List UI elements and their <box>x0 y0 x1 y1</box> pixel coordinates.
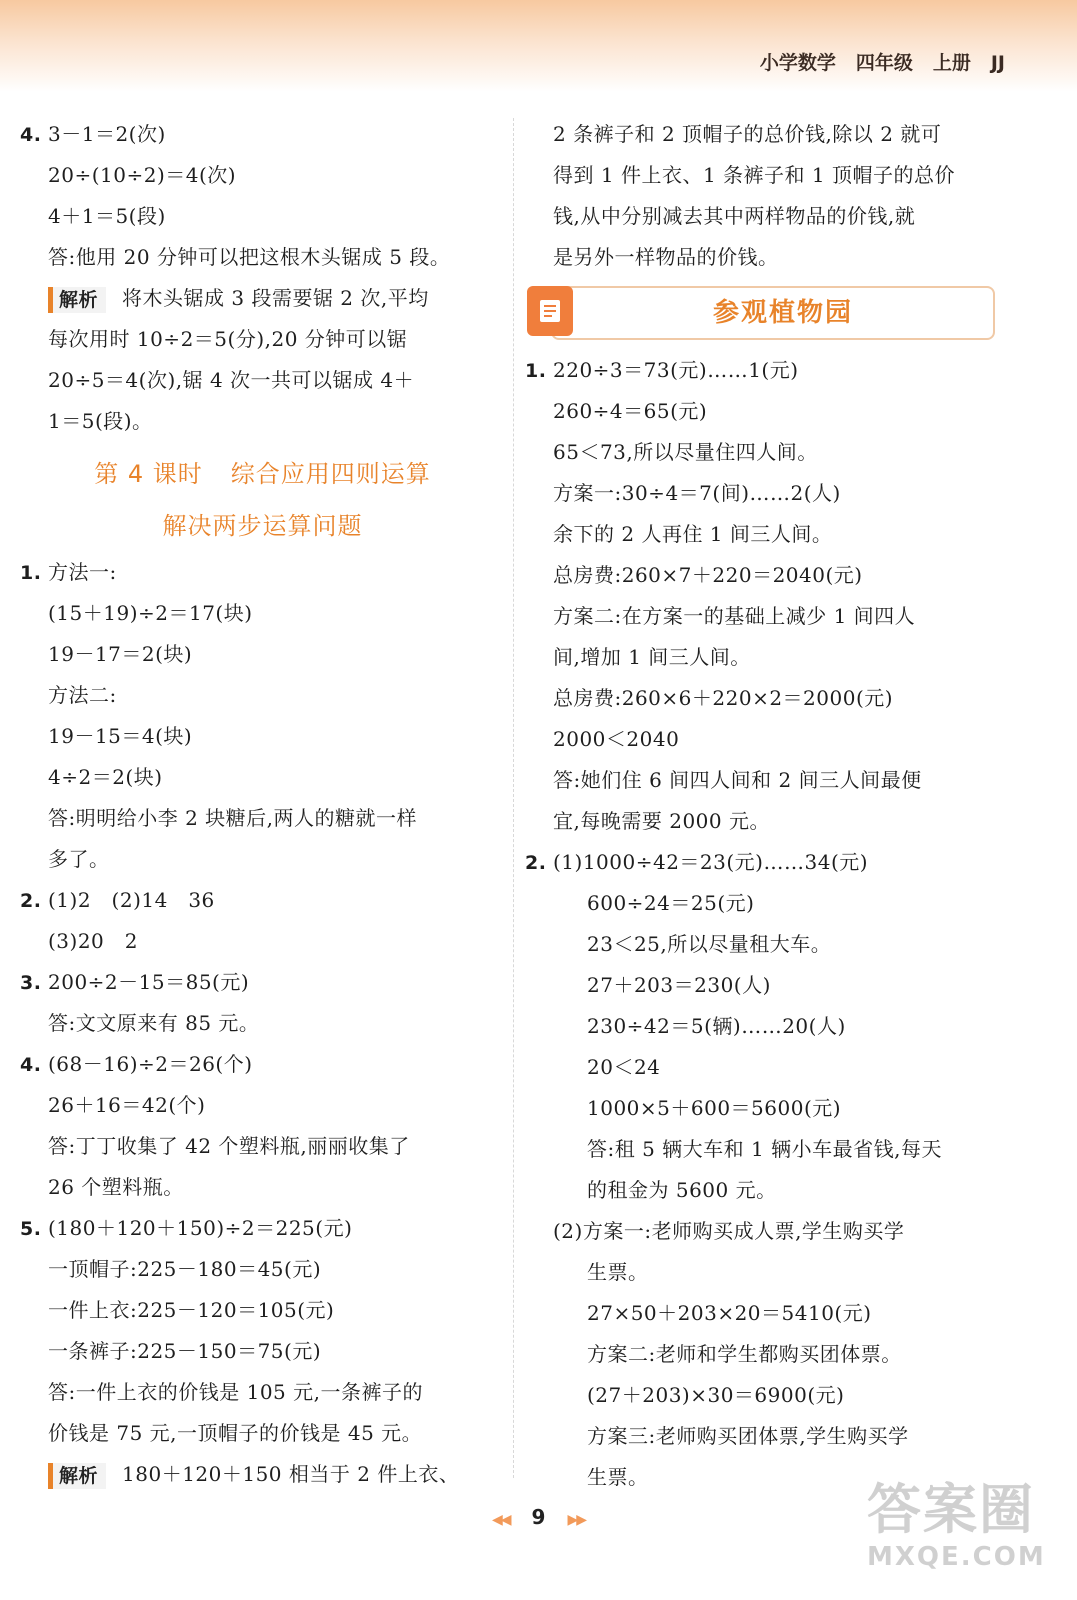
answer-text: 200÷2－15＝85(元) <box>48 970 250 994</box>
answer-line: 方法二: <box>48 683 117 707</box>
answer-line: 2000＜2040 <box>553 727 680 751</box>
answer-line: 答:丁丁收集了 42 个塑料瓶,丽丽收集了 <box>48 1134 410 1158</box>
answer-line: 得到 1 件上衣、1 条裤子和 1 顶帽子的总价 <box>553 163 955 187</box>
question-number: 1. <box>20 562 42 584</box>
answer-line: 总房费:260×6＋220×2＝2000(元) <box>553 686 894 710</box>
answer-line <box>20 552 505 593</box>
header-band <box>0 0 1077 92</box>
answer-line <box>20 962 505 1003</box>
page-number: 9 <box>531 1505 546 1529</box>
answer-line: 23＜25,所以尽量租大车。 <box>587 932 832 956</box>
answer-line: 4＋1＝5(段) <box>48 204 166 228</box>
answer-line: (27＋203)×30＝6900(元) <box>587 1383 845 1407</box>
analysis-badge: 解析 <box>48 1463 106 1489</box>
header-volume: 上册 <box>932 52 971 74</box>
answer-text: 方法一: <box>48 560 117 584</box>
answer-line: 27×50＋203×20＝5410(元) <box>587 1301 872 1325</box>
answer-line <box>20 114 505 155</box>
answer-line: 20＜24 <box>587 1055 661 1079</box>
lesson-title <box>20 448 505 500</box>
answer-line: (3)20 2 <box>48 929 139 953</box>
answer-line: 答:文文原来有 85 元。 <box>48 1011 260 1035</box>
answer-line: 答:租 5 辆大车和 1 辆小车最省钱,每天 <box>587 1137 942 1161</box>
question-number: 5. <box>20 1218 42 1240</box>
plant-garden-icon <box>527 286 573 336</box>
answer-line: 26＋16＝42(个) <box>48 1093 206 1117</box>
section-title: 参观植物园 <box>712 298 853 328</box>
answer-text: 220÷3＝73(元)……1(元) <box>553 358 799 382</box>
next-page-icon[interactable]: ▶▶ <box>567 1512 585 1528</box>
header-grade: 四年级 <box>855 52 913 74</box>
answer-line: 生票。 <box>587 1465 649 1489</box>
answer-text: (68－16)÷2＝26(个) <box>48 1052 253 1076</box>
answer-line: 4÷2＝2(块) <box>48 765 163 789</box>
answer-line: 生票。 <box>587 1260 649 1284</box>
answer-line: 方案二:在方案一的基础上减少 1 间四人 <box>553 604 916 628</box>
answer-line: 方案三:老师购买团体票,学生购买学 <box>587 1424 909 1448</box>
answer-line: 答:她们住 6 间四人间和 2 间三人间最便 <box>553 768 922 792</box>
answer-line: 一顶帽子:225－180＝45(元) <box>48 1257 322 1281</box>
answer-line: 260÷4＝65(元) <box>553 399 708 423</box>
answer-line <box>20 1208 505 1249</box>
answer-line: (2)方案一:老师购买成人票,学生购买学 <box>553 1219 905 1243</box>
answer-line: 余下的 2 人再住 1 间三人间。 <box>553 522 833 546</box>
answer-line: 答:一件上衣的价钱是 105 元,一条裤子的 <box>48 1380 423 1404</box>
answer-line: (15＋19)÷2＝17(块) <box>48 601 253 625</box>
answer-line: 的租金为 5600 元。 <box>587 1178 777 1202</box>
question-number: 4. <box>20 1054 42 1076</box>
answer-text: (180＋120＋150)÷2＝225(元) <box>48 1216 353 1240</box>
lesson-number: 第 4 课时 <box>94 460 203 488</box>
prev-page-icon[interactable]: ◀◀ <box>491 1512 510 1528</box>
column-divider <box>513 118 514 1478</box>
answer-line: 一件上衣:225－120＝105(元) <box>48 1298 335 1322</box>
answer-line: 答:明明给小李 2 块糖后,两人的糖就一样 <box>48 806 418 830</box>
question-number: 4. <box>20 124 42 146</box>
lesson-subtitle: 解决两步运算问题 <box>162 512 363 540</box>
section-header <box>525 286 1020 340</box>
header-edition: JJ <box>990 52 1005 74</box>
answer-line: 方案二:老师和学生都购买团体票。 <box>587 1342 902 1366</box>
answer-line: 答:他用 20 分钟可以把这根木头锯成 5 段。 <box>48 245 451 269</box>
answer-line <box>20 1044 505 1085</box>
answer-line: 一条裤子:225－150＝75(元) <box>48 1339 322 1363</box>
answer-line: 每次用时 10÷2＝5(分),20 分钟可以锯 <box>48 327 408 351</box>
watermark-text: 答案圈 <box>867 1478 1035 1541</box>
answer-line <box>20 880 505 921</box>
watermark <box>867 1478 1057 1588</box>
answer-line: 总房费:260×7＋220＝2040(元) <box>553 563 863 587</box>
answer-line: 钱,从中分别减去其中两样物品的价钱,就 <box>553 204 916 228</box>
answer-line: 27＋203＝230(人) <box>587 973 771 997</box>
question-number: 2. <box>20 890 42 912</box>
answer-line: 65＜73,所以尽量住四人间。 <box>553 440 818 464</box>
right-column <box>525 114 1020 1498</box>
lesson-topic: 综合应用四则运算 <box>230 460 431 488</box>
answer-line: 19－15＝4(块) <box>48 724 193 748</box>
header-subject: 小学数学 <box>759 52 836 74</box>
analysis-line <box>20 278 505 319</box>
analysis-badge: 解析 <box>48 287 106 313</box>
answer-line <box>525 842 1020 883</box>
answer-line: 多了。 <box>48 847 110 871</box>
answer-line: 方案一:30÷4＝7(间)……2(人) <box>553 481 841 505</box>
answer-line: 20÷5＝4(次),锯 4 次一共可以锯成 4＋ <box>48 368 415 392</box>
left-column <box>20 114 505 1495</box>
analysis-text: 将木头锯成 3 段需要锯 2 次,平均 <box>122 286 429 310</box>
answer-line <box>525 350 1020 391</box>
answer-line: 间,增加 1 间三人间。 <box>553 645 751 669</box>
book-header <box>740 48 1005 75</box>
answer-line: 价钱是 75 元,一顶帽子的价钱是 45 元。 <box>48 1421 423 1445</box>
analysis-text: 180＋120＋150 相当于 2 件上衣、 <box>122 1462 460 1486</box>
answer-line: 19－17＝2(块) <box>48 642 193 666</box>
answer-line: 1000×5＋600＝5600(元) <box>587 1096 842 1120</box>
answer-line: 20÷(10÷2)＝4(次) <box>48 163 237 187</box>
answer-line: 26 个塑料瓶。 <box>48 1175 184 1199</box>
answer-line: 2 条裤子和 2 顶帽子的总价钱,除以 2 就可 <box>553 122 942 146</box>
answer-line: 230÷42＝5(辆)……20(人) <box>587 1014 846 1038</box>
answer-text: 3－1＝2(次) <box>48 122 166 146</box>
answer-text: (1)1000÷42＝23(元)……34(元) <box>553 850 869 874</box>
answer-text: (1)2 (2)14 36 <box>48 888 215 912</box>
answer-line: 600÷24＝25(元) <box>587 891 755 915</box>
answer-line: 是另外一样物品的价钱。 <box>553 245 779 269</box>
answer-line: 1＝5(段)。 <box>48 409 153 433</box>
question-number: 1. <box>525 360 547 382</box>
question-number: 3. <box>20 972 42 994</box>
watermark-url: MXQE.COM <box>867 1542 1046 1572</box>
answer-line: 宜,每晚需要 2000 元。 <box>553 809 770 833</box>
question-number: 2. <box>525 852 547 874</box>
analysis-line <box>20 1454 505 1495</box>
